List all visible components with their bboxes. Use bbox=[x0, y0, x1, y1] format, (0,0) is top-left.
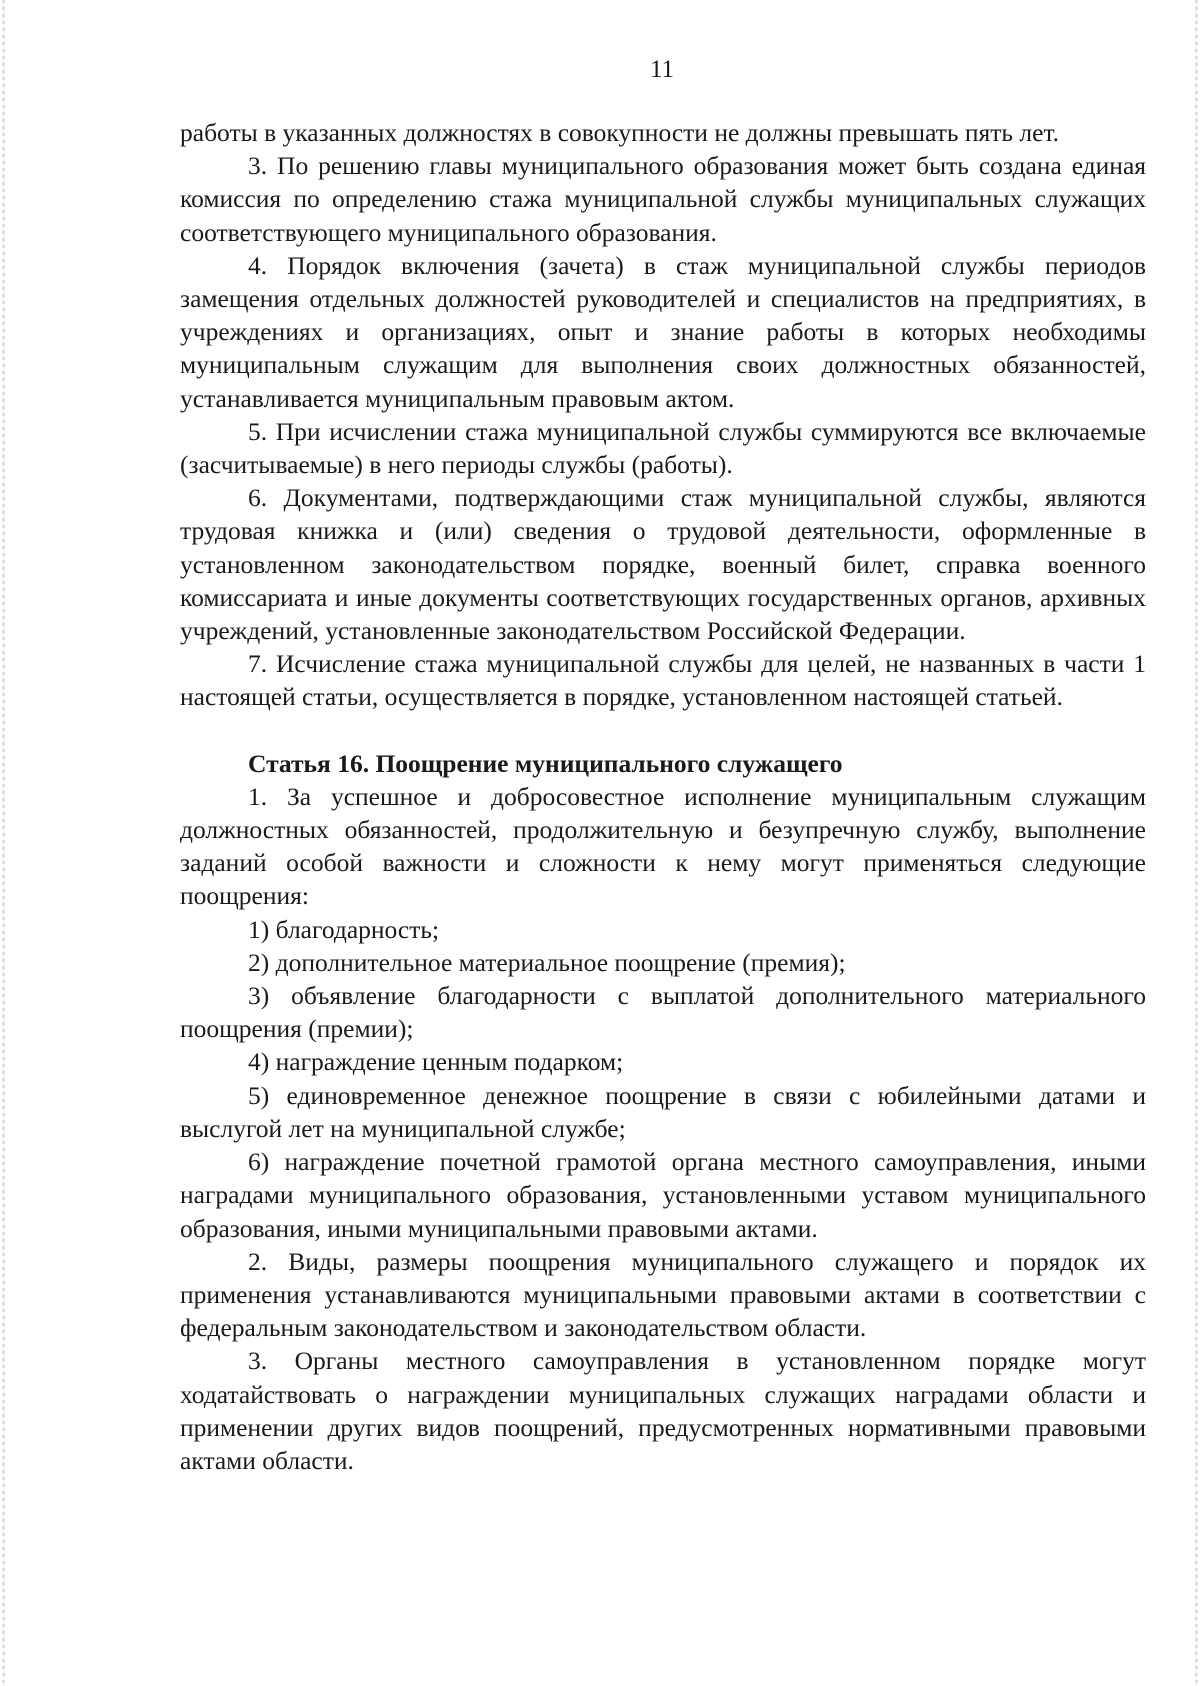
paragraph-item-7: 7. Исчисление стажа муниципальной службы для целей, не названных в части 1 настоящей статьи, осуществляется в порядке, установленном настоящей статьей. bbox=[180, 649, 1146, 712]
list-item-4: 4) награждение ценным подарком; bbox=[248, 1047, 624, 1077]
section-gap bbox=[180, 714, 1146, 747]
paragraph-continuation: работы в указанных должностях в совокупности не должны превышать пять лет. bbox=[180, 118, 1060, 147]
article-paragraph-1: 1. За успешное и добросовестное исполнение муниципальным служащим должностных обязанностей, продолжительную и безупречную службу, выполнение заданий особой важности и сложности к нему могут применяться следующие поощрения: bbox=[180, 781, 1146, 911]
paragraph-item-3: 3. По решению главы муниципального образования может быть создана единая комиссия по определению стажа муниципальной службы муниципальных служащих соответствующего муниципального образования. bbox=[180, 151, 1146, 247]
scan-edge-right bbox=[1195, 0, 1198, 1686]
paragraph-item-5: 5. При исчислении стажа муниципальной службы суммируются все включаемые (засчитываемые) в него периоды службы (работы). bbox=[180, 416, 1146, 480]
paragraph-item-6: 6. Документами, подтверждающими стаж муниципальной службы, являются трудовая книжка и (или) сведения о трудовой деятельности, оформленные в установленном законодательством порядке, военный билет, справка военного комиссариата и иные документы соответствующих государственных органов, архивных учреждений, установленные законодательством Российской Федерации. bbox=[180, 483, 1146, 646]
page-number: 11 bbox=[649, 56, 675, 83]
list-item-3: 3) объявление благодарности с выплатой дополнительного материального поощрения (премии); bbox=[180, 981, 1146, 1044]
article-paragraph-2: 2. Виды, размеры поощрения муниципального служащего и порядок их применения устанавливаются муниципальными правовыми актами в соответствии с федеральным законодательством и законодательством области. bbox=[180, 1246, 1146, 1343]
list-item-6: 6) награждение почетной грамотой органа местного самоуправления, иными наградами муниципального образования, установленными уставом муниципального образования, иными муниципальными правовыми актами. bbox=[180, 1147, 1146, 1243]
list-item-1: 1) благодарность; bbox=[248, 914, 440, 944]
list-item-5: 5) единовременное денежное поощрение в связи с юбилейными датами и выслугой лет на муниципальной службе; bbox=[180, 1080, 1146, 1143]
document-body bbox=[180, 116, 1146, 1477]
article-heading: Статья 16. Поощрение муниципального служащего bbox=[248, 748, 843, 778]
article-paragraph-3: 3. Органы местного самоуправления в установленном порядке могут ходатайствовать о награждении муниципальных служащих наградами области и применении других видов поощрений, предусмотренных нормативными правовыми актами области. bbox=[180, 1346, 1146, 1475]
scan-edge-left bbox=[2, 0, 5, 1686]
list-item-2: 2) дополнительное материальное поощрение (премия); bbox=[248, 947, 846, 977]
paragraph-item-4: 4. Порядок включения (зачета) в стаж муниципальной службы периодов замещения отдельных должностей руководителей и специалистов на предприятиях, в учреждениях и организациях, опыт и знание работы в которых необходимы муниципальным служащим для выполнения своих должностных обязанностей, устанавливается муниципальным правовым актом. bbox=[180, 250, 1146, 413]
